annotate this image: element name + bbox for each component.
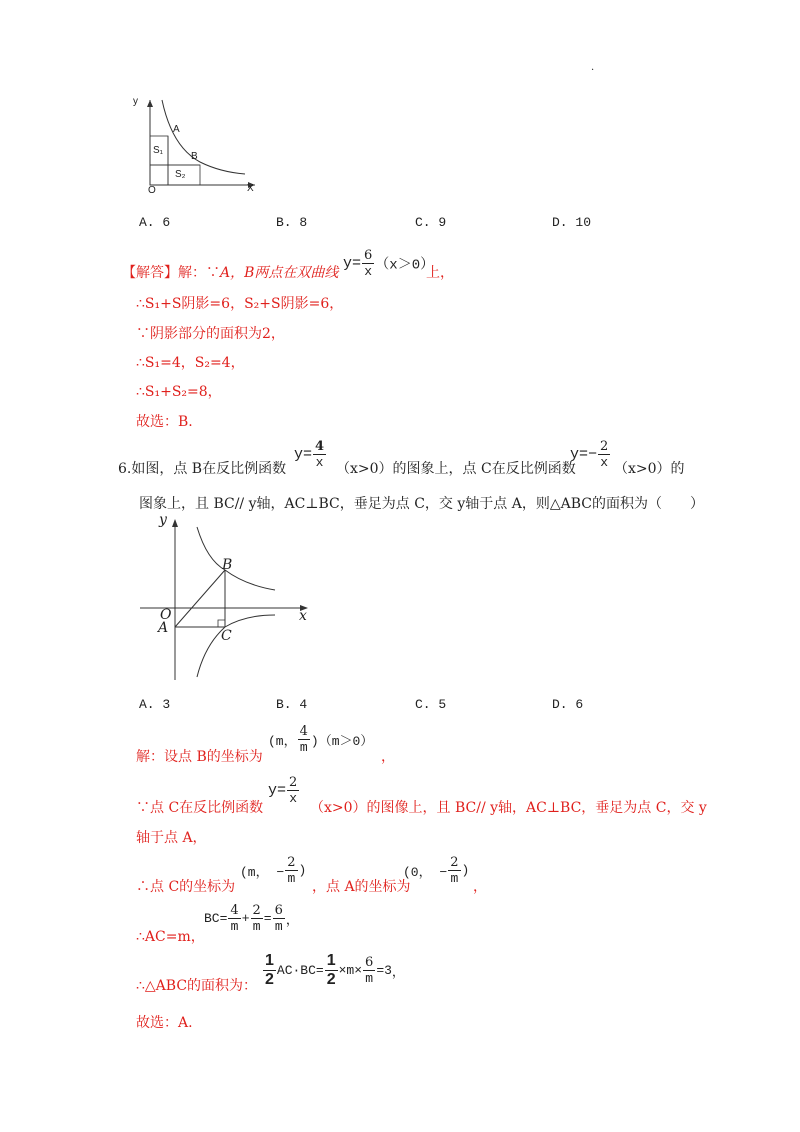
fig1-point-b: B <box>191 151 198 162</box>
q5-lead: 【解答】解：∵ <box>122 265 220 281</box>
q5-solution-line2: ∴S₁+S阴影=6，S₂+S阴影=6， <box>136 296 344 312</box>
fig2-x-label: x <box>299 608 307 624</box>
q6-sol-line1: 解：设点 B的坐标为 <box>136 749 263 765</box>
q5-option-a: A. 6 <box>139 215 171 230</box>
q5-solution-line5: ∴S₁+S₂=8， <box>136 384 222 400</box>
q5-eq-cond: （x＞0） <box>375 257 435 274</box>
fig1-s2-label: S₂ <box>175 169 186 180</box>
fig2-point-c: C <box>221 628 232 644</box>
q5-line1-a: A，B两点在双曲线 <box>220 265 339 281</box>
q5-solution-line6: 故选：B. <box>136 414 193 430</box>
fig2-origin-label: O <box>160 607 172 623</box>
q6-sol-coord-b: (m， $\frac{4}{m}$ )（m＞0） <box>268 724 374 755</box>
fig1-y-label: y <box>133 96 138 107</box>
fig1-x-label: X <box>247 183 254 194</box>
q6-sol-line1-end: ， <box>381 749 395 765</box>
figure-hyperbola-rectangles <box>120 92 265 202</box>
q6-sol-line4-end: ， <box>473 879 487 895</box>
q5-eq-y: y= <box>343 255 362 272</box>
figure-triangle-hyperbolas <box>135 515 315 685</box>
fig1-point-a: A <box>173 124 180 135</box>
q6-func2: y=− $\frac{2}{x}$ <box>570 439 609 470</box>
q5-solution-line3: ∵阴影部分的面积为2， <box>136 326 285 342</box>
q5-equation <box>343 249 434 278</box>
fig2-point-b: B <box>222 557 233 573</box>
q5-solution-line4: ∴S₁=4，S₂=4， <box>136 355 245 371</box>
q6-sol-line4a: ∴点 C的坐标为 <box>136 879 236 895</box>
q6-sol-func: y= $\frac{2}{x}$ <box>268 775 298 806</box>
q6-sol-coord-c: (m， − $\frac{2}{m}$ ) <box>240 855 307 886</box>
q6-option-a: A. 3 <box>139 697 171 712</box>
q5-solution-line1 <box>122 262 338 282</box>
q5-eq-frac: $\frac{6}{x}$ <box>364 248 373 279</box>
fig1-s1-label: S₁ <box>153 145 164 156</box>
q6-sol-line2a: ∵点 C在反比例函数 <box>136 800 264 816</box>
q6-sol-line4b: ，点 A的坐标为 <box>312 879 411 895</box>
q6-text-part1: 6.如图，点 B在反比例函数 <box>118 461 287 477</box>
q5-option-b: B. 8 <box>276 215 308 230</box>
fig1-origin-label: O <box>148 185 156 196</box>
q6-func1: y= $\frac{4}{x}$ <box>294 439 325 470</box>
q6-text-part2: （x>0）的图象上，点 C在反比例函数 <box>336 461 576 477</box>
q6-sol-coord-a: (0， − $\frac{2}{m}$ ) <box>403 855 470 886</box>
q6-sol-line5a: ∴AC=m， <box>136 929 205 945</box>
q5-option-c: C. 9 <box>415 215 447 230</box>
q6-text-part3: （x>0）的 <box>614 461 685 477</box>
q6-sol-line6a: ∴△ABC的面积为： <box>136 978 258 994</box>
q5-line1-end: 上， <box>426 265 454 281</box>
fig2-point-a: A <box>158 620 169 636</box>
corner-mark: . <box>591 62 595 73</box>
fig2-y-label: y <box>159 512 167 528</box>
q6-text-part4: 图象上，且 BC// y轴，AC⊥BC，垂足为点 C，交 y轴于点 A，则△ABC的面积为（ ） <box>139 496 704 512</box>
q5-option-d: D. 10 <box>552 215 592 230</box>
q6-sol-line3: 轴于点 A， <box>136 830 207 846</box>
q6-sol-line7: 故选：A. <box>136 1015 193 1031</box>
q6-sol-bc: BC= $\frac{4}{m}$ + $\frac{2}{m}$ = $\frac{6}{m}$ ， <box>204 903 299 934</box>
q6-sol-line2b: （x>0）的图像上，且 BC// y轴，AC⊥BC，垂足为点 C，交 y <box>310 800 707 816</box>
q6-option-d: D. 6 <box>552 697 584 712</box>
q6-option-b: B. 4 <box>276 697 308 712</box>
q6-option-c: C. 5 <box>415 697 447 712</box>
q6-sol-area: $\frac{1}{2}$ AC·BC= $\frac{1}{2}$ ×m× $\frac{6}{m}$ =3， <box>265 952 405 988</box>
